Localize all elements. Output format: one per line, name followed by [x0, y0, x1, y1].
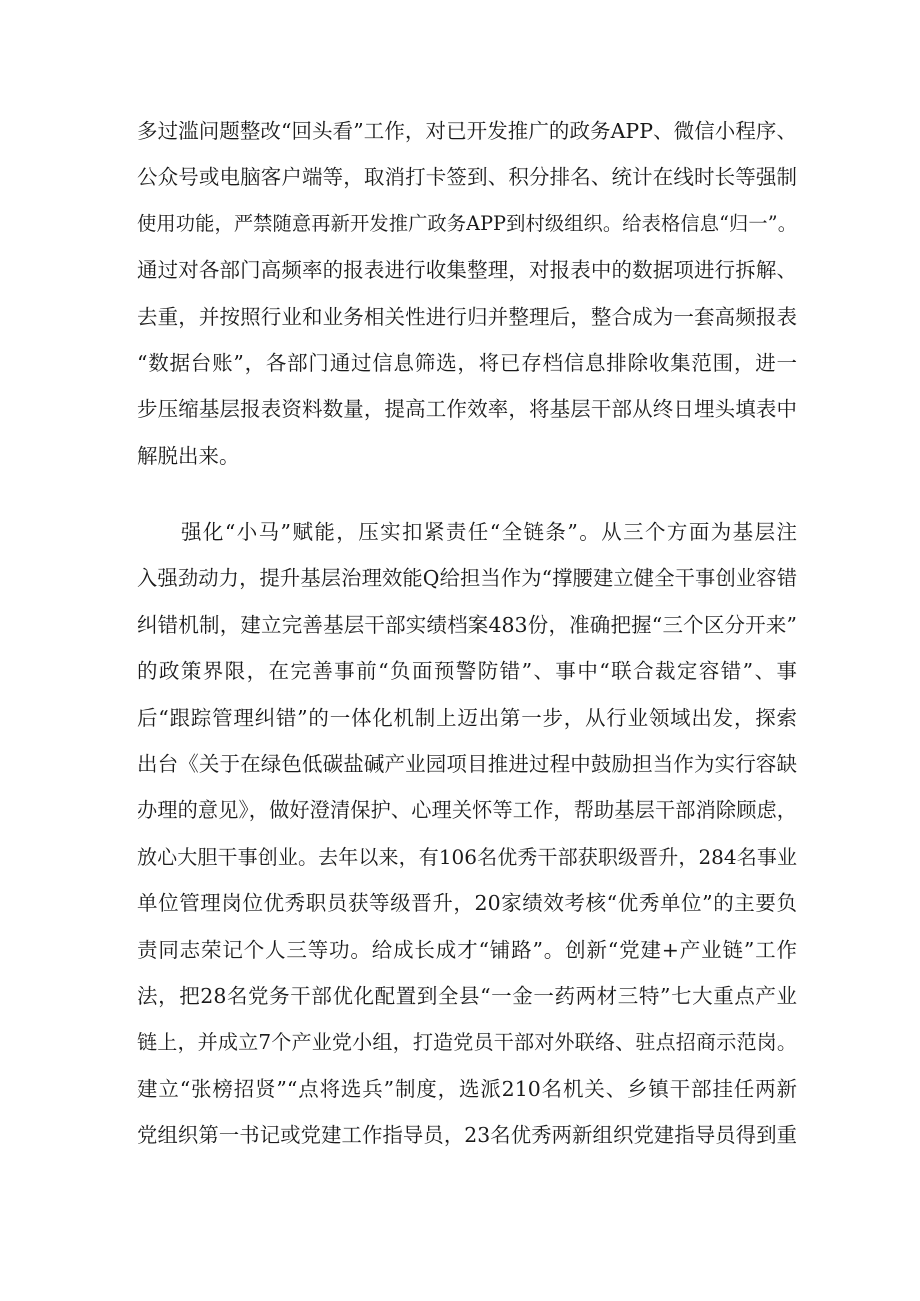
paragraph-line: 多过滥问题整改“回头看”工作，对已开发推广的政务APP、微信小程序、: [137, 119, 797, 143]
paragraph-line: 建立“张榜招贤”“点将选兵”制度，选派210名机关、乡镇干部挂任两新: [137, 1076, 797, 1101]
paragraph-line: 通过对各部门高频率的报表进行收集整理，对报表中的数据项进行拆解、: [137, 258, 797, 283]
paragraph-line: 步压缩基层报表资料数量，提高工作效率，将基层干部从终日埋头填表中: [137, 397, 797, 422]
paragraph-line: 办理的意见》，做好澄清保护、心理关怀等工作，帮助基层干部消除顾虑，: [137, 798, 797, 823]
paragraph-line: 入强劲动力，提升基层治理效能Q给担当作为“撑腰建立健全干事创业容错: [137, 566, 797, 591]
paragraph-1: [137, 108, 797, 479]
paragraph-line: 使用功能，严禁随意再新开发推广政务APP到村级组织。给表格信息“归一”。: [137, 211, 797, 235]
paragraph-line: “数据台账”，各部门通过信息筛选，将已存档信息排除收集范围，进一: [137, 350, 797, 375]
paragraph-line: 出台《关于在绿色低碳盐碱产业园项目推进过程中鼓励担当作为实行容缺: [137, 751, 797, 776]
paragraph-line: 解脱出来。: [137, 443, 240, 468]
paragraph-line: 放心大胆干事创业。去年以来，有106名优秀干部获职级晋升，284名事业: [137, 844, 797, 869]
paragraph-line: 纠错机制，建立完善基层干部实绩档案483份，准确把握“三个区分开来”: [137, 612, 797, 637]
paragraph-line: 后“跟踪管理纠错”的一体化机制上迈出第一步，从行业领域出发，探索: [137, 705, 797, 730]
paragraph-line: 链上，并成立7个产业党小组，打造党员干部对外联络、驻点招商示范岗。: [137, 1030, 797, 1055]
paragraph-2: [137, 509, 797, 1158]
paragraph-line: 的政策界限，在完善事前“负面预警防错”、事中“联合裁定容错”、事: [137, 659, 797, 684]
paragraph-line: 去重，并按照行业和业务相关性进行归并整理后，整合成为一套高频报表: [137, 304, 797, 329]
paragraph-line: 单位管理岗位优秀职员获等级晋升，20家绩效考核“优秀单位”的主要负: [137, 891, 797, 916]
paragraph-line: 法，把28名党务干部优化配置到全县“一金一药两材三特”七大重点产业: [137, 983, 797, 1008]
paragraph-line: 强化“小马”赋能，压实扣紧责任“全链条”。从三个方面为基层注: [181, 520, 797, 544]
paragraph-line: 党组织第一书记或党建工作指导员，23名优秀两新组织党建指导员得到重: [137, 1123, 797, 1148]
paragraph-line: 责同志荣记个人三等功。给成长成才“铺路”。创新“党建+产业链”工作: [137, 937, 797, 962]
paragraph-line: 公众号或电脑客户端等，取消打卡签到、积分排名、统计在线时长等强制: [137, 165, 797, 190]
